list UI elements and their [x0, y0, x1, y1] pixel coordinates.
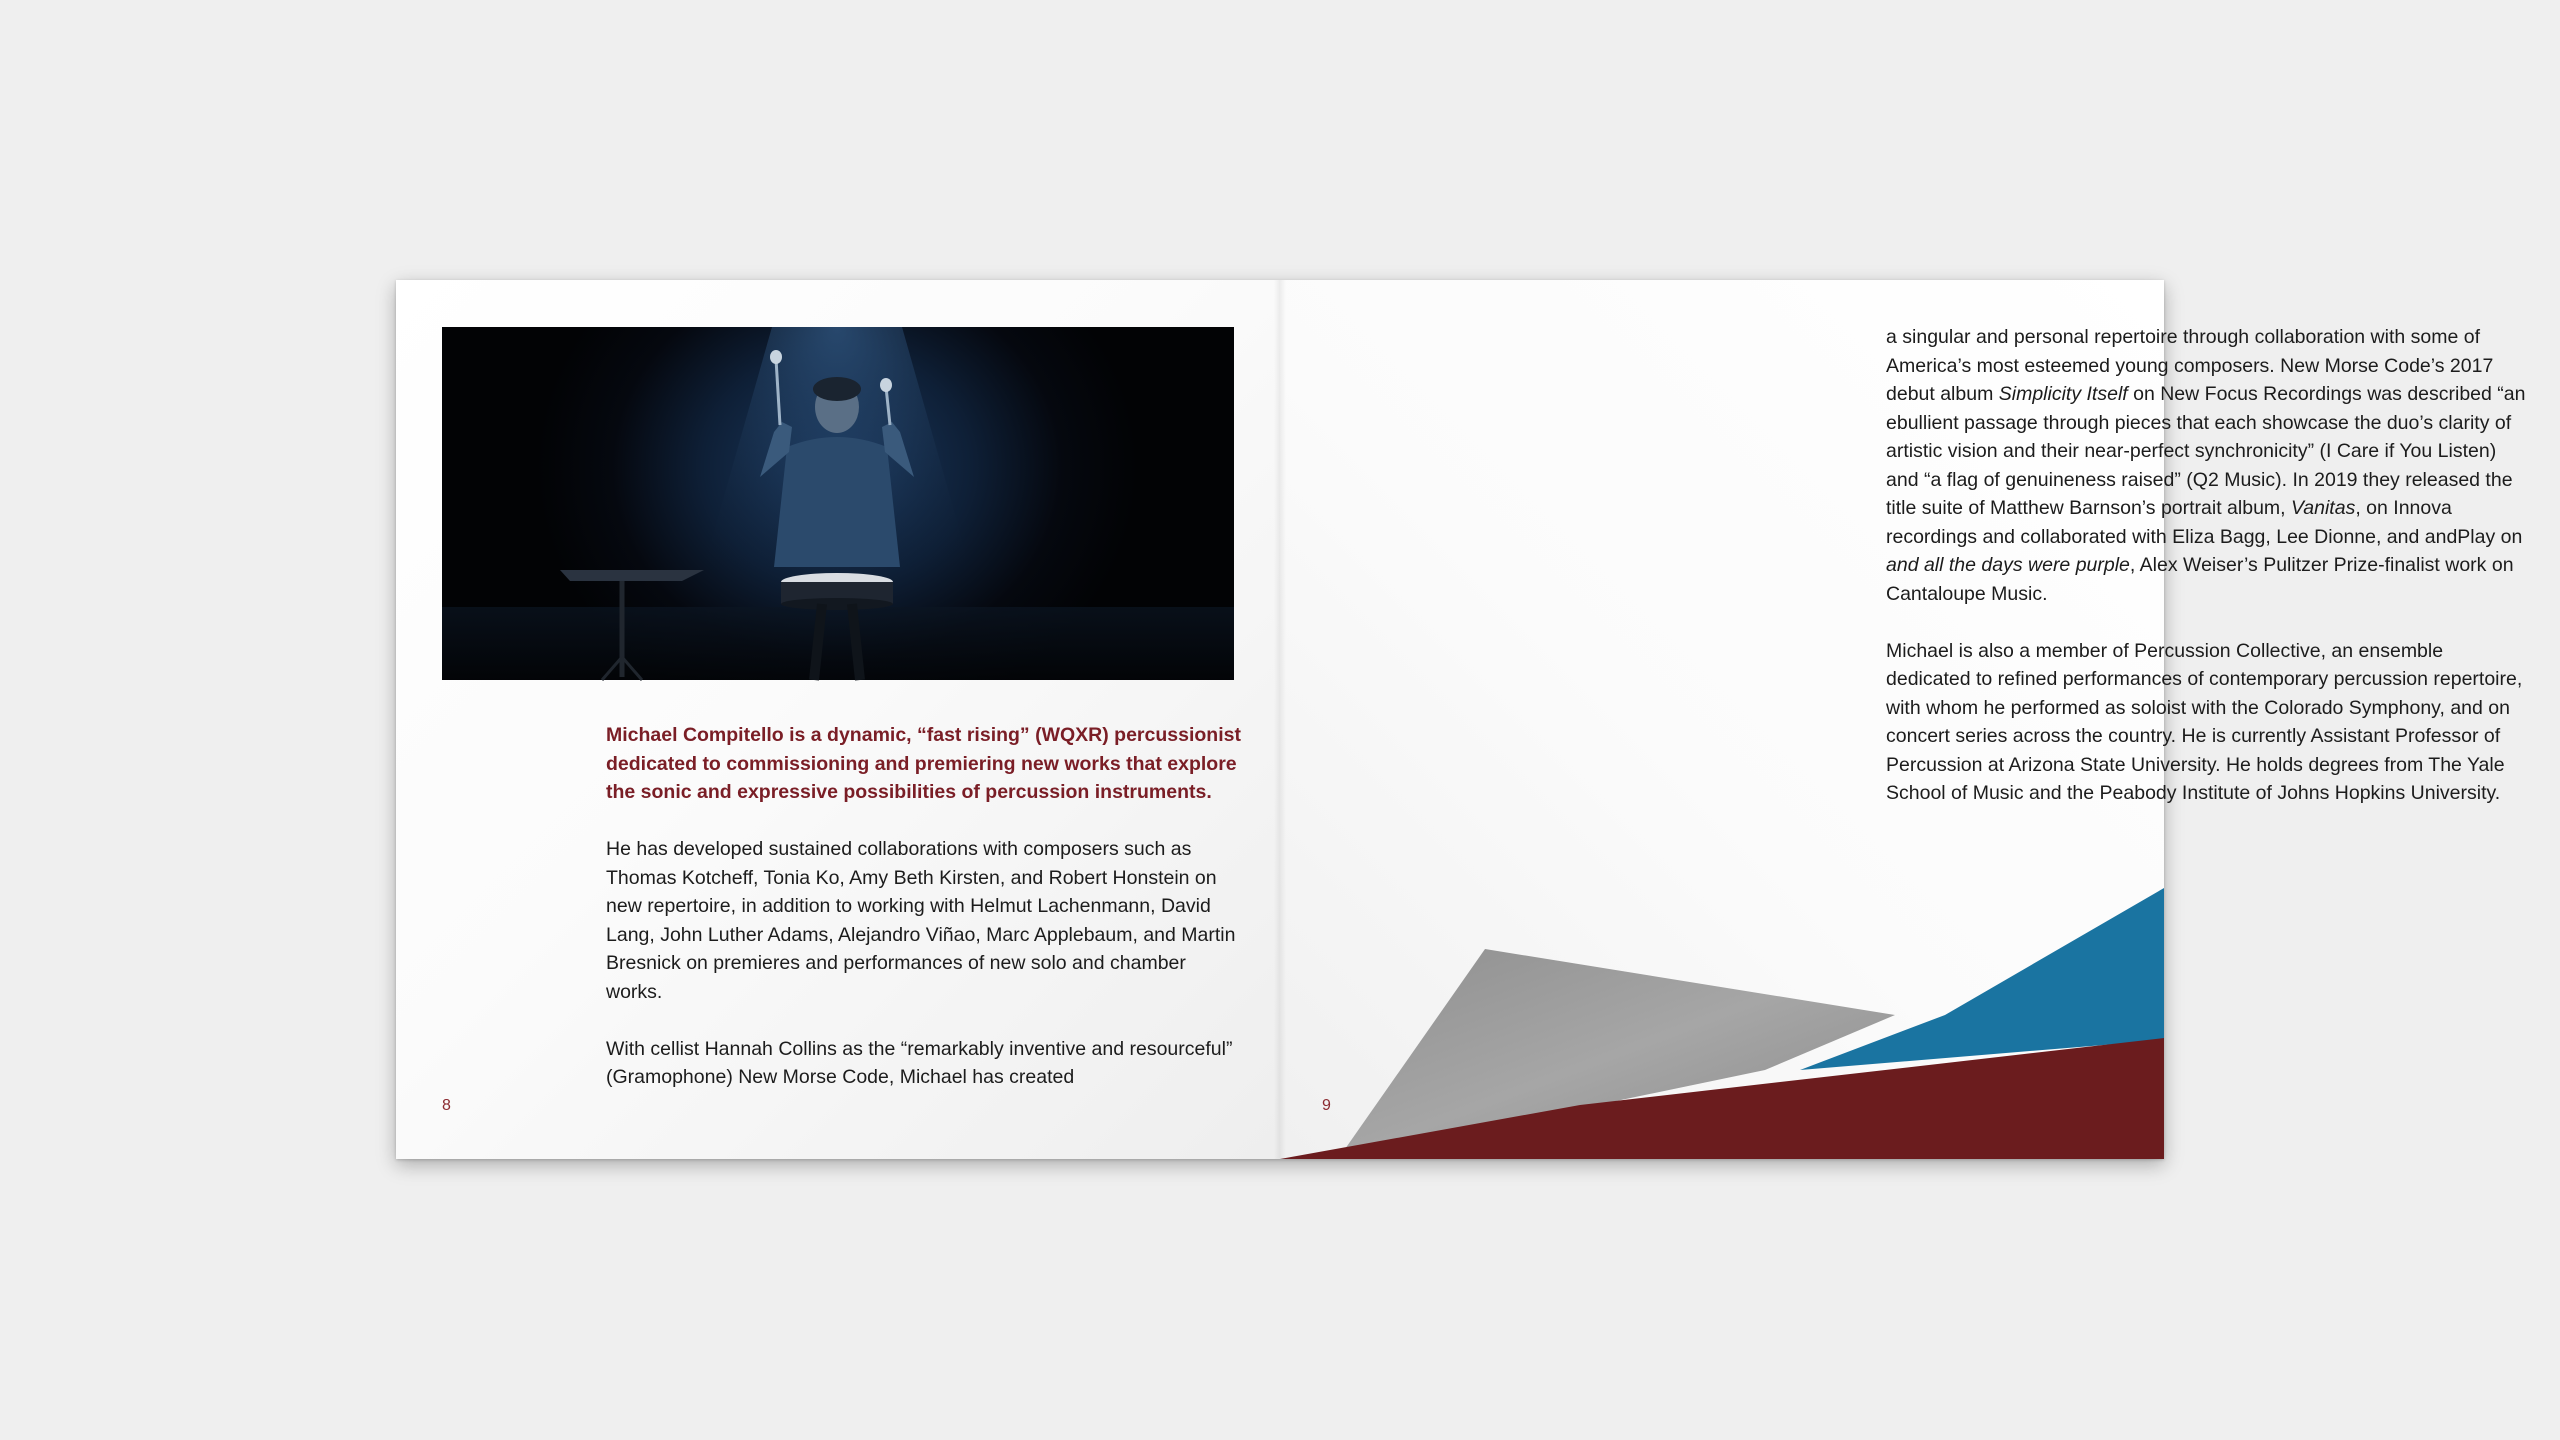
text-span: , Alex Weiser’s Pulitzer Prize-finalist work on Cantaloupe Music. — [1886, 554, 2514, 605]
percussion-collective-paragraph: Michael is also a member of Percussion Collective, an ensemble dedicated to refined performances of contemporary percussion repertoire, with whom he performed as soloist with the Colorado Symphony, and on concert series across the country. He is currently Assistant Professor of Percussion at Arizona State University. He holds degrees from The Yale School of Music and the Peabody Institute of Johns Hopkins University. — [1886, 639, 2523, 804]
right-page — [1280, 280, 2526, 1159]
percussionist-photo — [442, 327, 1234, 680]
right-body-text — [1886, 323, 2526, 836]
text-span: , on Innova recordings and collaborated with Eliza Bagg, Lee Dionne, and andPlay on — [1886, 497, 2523, 548]
collaborations-paragraph: He has developed sustained collaborations with composers such as Thomas Kotcheff, Tonia Ko, Amy Beth Kirsten, and Robert Honstein on new repertoire, in addition to working with Helmut Lachenmann, David Lang, John Luther Adams, Alejandro Viñao, Marc Applebaum, and Martin Bresnick on premieres and performances of new solo and chamber works. — [606, 838, 1236, 1003]
page-number-right: 9 — [1322, 1097, 1331, 1114]
album-title-vanitas: Vanitas — [2291, 497, 2356, 519]
left-page — [396, 280, 1280, 1159]
left-body-text — [606, 721, 1246, 1120]
text-span: a singular and personal repertoire through collaboration with some of America’s most esteemed young composers. New Morse Code’s 2017 debut album — [1886, 326, 2494, 405]
blue-shape — [1800, 888, 2164, 1070]
booklet-spread — [396, 280, 2526, 1159]
page-number-left: 8 — [442, 1097, 451, 1114]
album-title-simplicity-itself: Simplicity Itself — [1998, 383, 2128, 405]
text-span: on New Focus Recordings was described “an ebullient passage through pieces that each showcase the duo’s clarity of artistic vision and their near-perfect synchronicity” (I Care if You Listen) and “a flag of genuineness raised” (Q2 Music). In 2019 they released the title suite of Matthew Barnson’s portrait album, — [1886, 383, 2526, 519]
new-morse-code-paragraph: With cellist Hannah Collins as the “remarkably inventive and resourceful” (Gramophone) New Morse Code, Michael has created — [606, 1037, 1233, 1088]
work-title-purple: and all the days were purple — [1886, 554, 2130, 576]
intro-paragraph: Michael Compitello is a dynamic, “fast rising” (WQXR) percussionist dedicated to commissioning and premiering new works that explore the sonic and expressive possibilities of percussion instruments. — [606, 724, 1241, 803]
repertoire-paragraph — [1886, 323, 2526, 608]
